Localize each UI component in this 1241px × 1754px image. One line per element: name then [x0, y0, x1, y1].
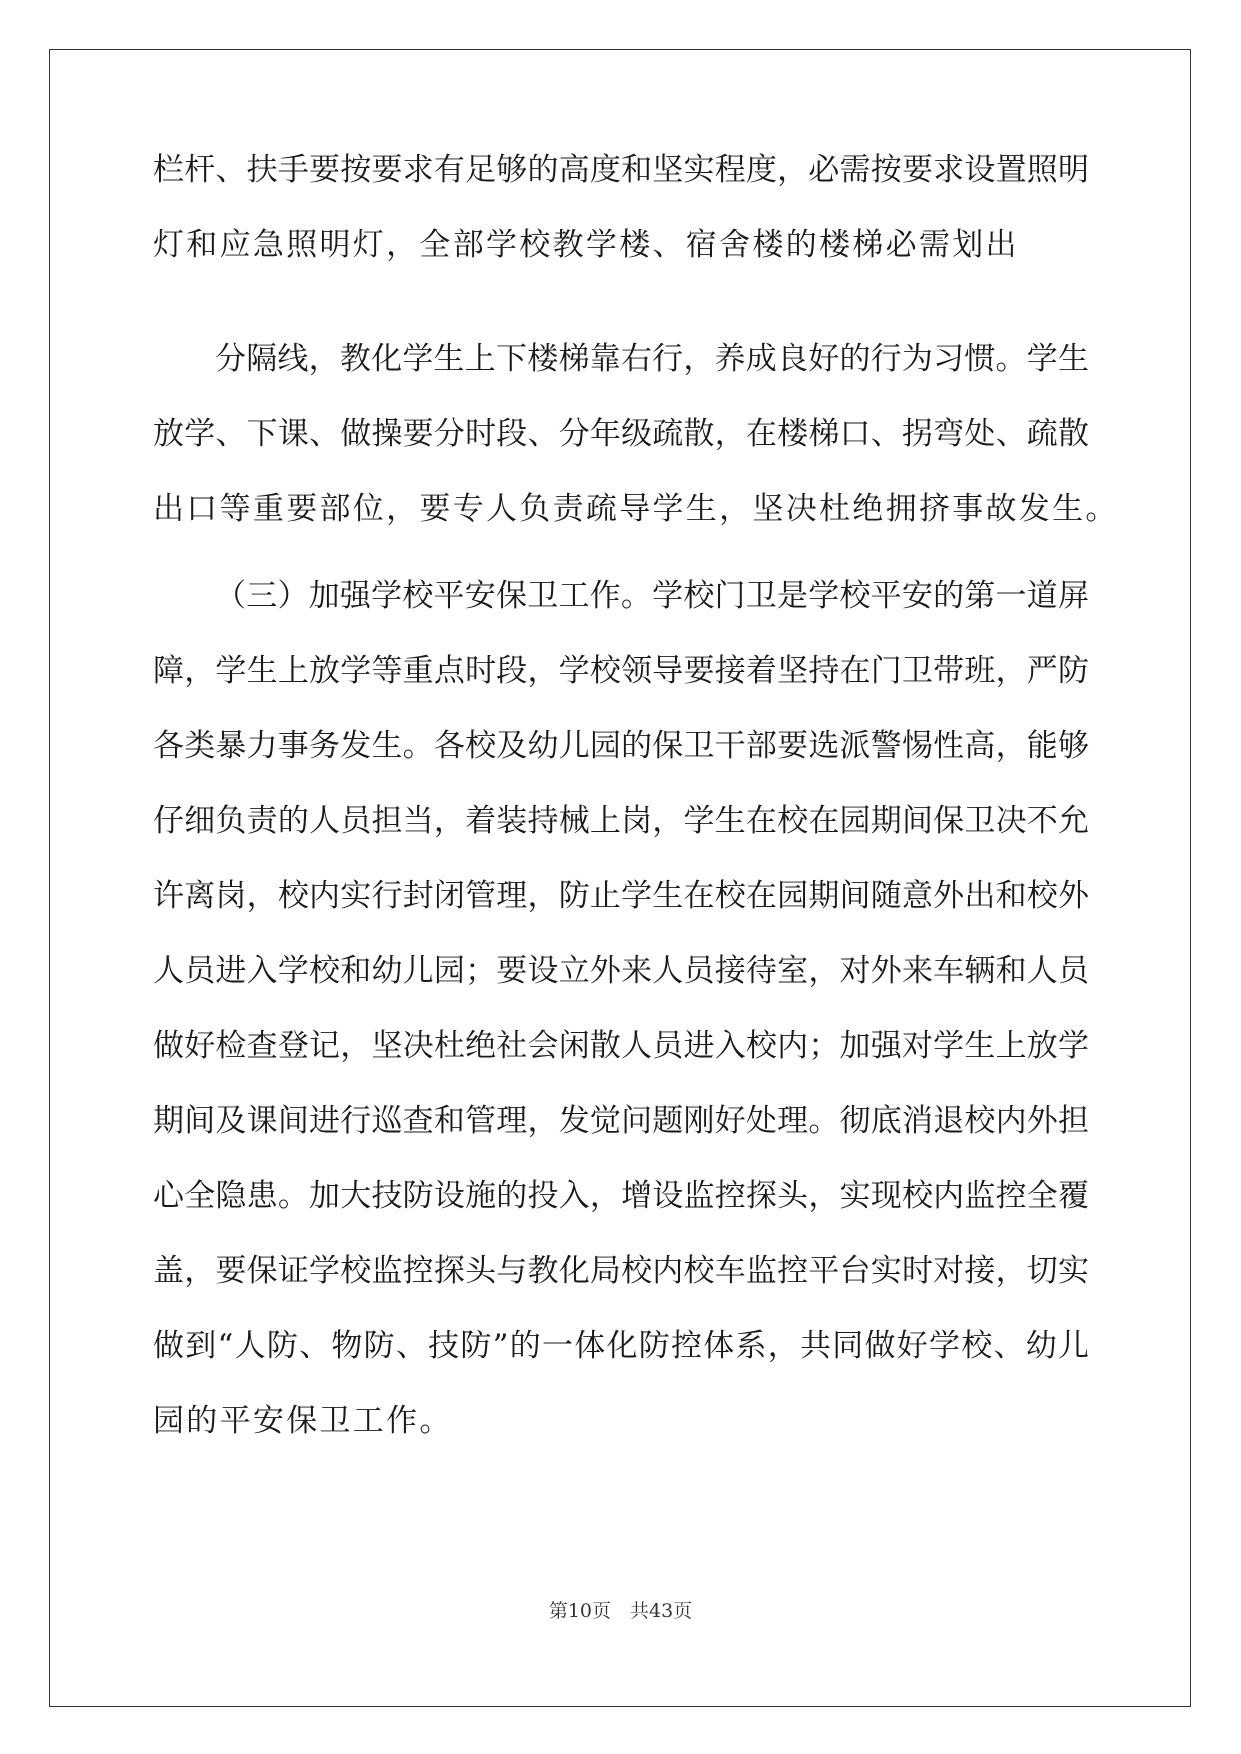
paragraph-line: 人员进入学校和幼儿园；要设立外来人员接待室，对外来车辆和人员 [153, 953, 1089, 989]
paragraph-line: 仔细负责的人员担当，着装持械上岗，学生在校在园期间保卫决不允 [153, 803, 1089, 839]
paragraph-line: 期间及课间进行巡查和管理，发觉问题刚好处理。彻底消退校内外担 [153, 1103, 1089, 1139]
paragraph-line: 栏杆、扶手要按要求有足够的高度和坚实程度，必需按要求设置照明 [153, 152, 1089, 188]
paragraph-line: 心全隐患。加大技防设施的投入，增设监控探头，实现校内监控全覆 [153, 1178, 1089, 1214]
paragraph-line: 灯和应急照明灯，全部学校教学楼、宿舍楼的楼梯必需划出 [153, 227, 1019, 263]
paragraph-line: （三）加强学校平安保卫工作。学校门卫是学校平安的第一道屏 [215, 578, 1089, 614]
paragraph-line: 做好检查登记，坚决杜绝社会闲散人员进入校内；加强对学生上放学 [153, 1028, 1089, 1064]
paragraph-line: 放学、下课、做操要分时段、分年级疏散，在楼梯口、拐弯处、疏散 [153, 416, 1089, 452]
paragraph-line: 盖，要保证学校监控探头与教化局校内校车监控平台实时对接，切实 [153, 1253, 1089, 1289]
paragraph-line: 障，学生上放学等重点时段，学校领导要接着坚持在门卫带班，严防 [153, 653, 1089, 689]
page-number-label: 第10页 共43页 [548, 1600, 693, 1622]
paragraph-line: 许离岗，校内实行封闭管理，防止学生在校在园期间随意外出和校外 [153, 878, 1089, 914]
paragraph-line: 园的平安保卫工作。 [153, 1403, 453, 1439]
paragraph-line: 做到“人防、物防、技防”的一体化防控体系，共同做好学校、幼儿 [153, 1328, 1089, 1364]
paragraph-line: 各类暴力事务发生。各校及幼儿园的保卫干部要选派警惕性高，能够 [153, 728, 1089, 764]
paragraph-line: 出口等重要部位，要专人负责疏导学生，坚决杜绝拥挤事故发生。 [153, 491, 1119, 527]
paragraph-line: 分隔线，教化学生上下楼梯靠右行，养成良好的行为习惯。学生 [215, 341, 1089, 377]
page-footer [0, 1599, 1241, 1623]
